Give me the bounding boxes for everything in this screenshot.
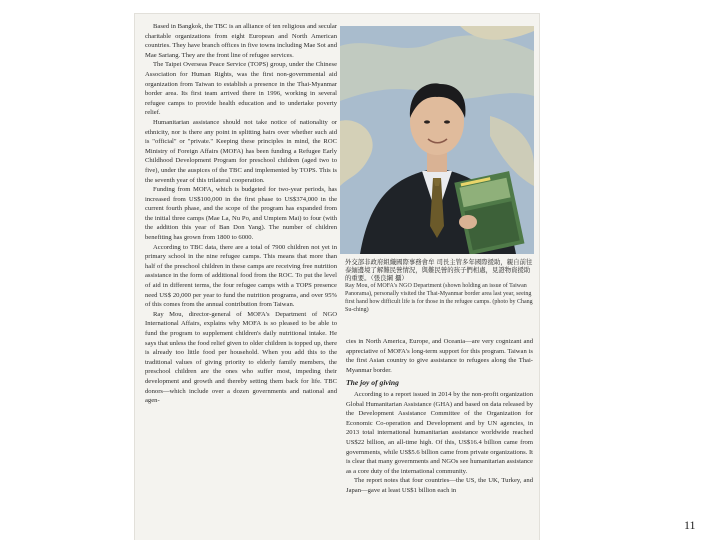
- paragraph: Ray Mou, director-general of MOFA's Department of NGO International Affairs, explains why MOFA is so pleased to be able to fund the program to supplement children's daily nutritional intake. He says that unless the food relief given to older children is topped up, there is already too little food per household. When you add this to the traditional values of giving priority to elderly family members, the preschool children are the ones who suffer most, impeding their development and growth and thereby setting them back for life. TBC donors—which include over a dozen governments and national and agen-: [145, 310, 337, 405]
- article-right-column: [346, 337, 533, 496]
- photo-illustration: [340, 26, 534, 254]
- article-left-column: [145, 22, 337, 406]
- caption-english: Ray Mou, of MOFA's NGO Department (shown holding an issue of Taiwan Panorama), personally visited the Thai-Myanmar border area last year, seeing first hand how difficult life is for those in the refugee camps. (photo by Chang Su-ching): [345, 283, 533, 313]
- paragraph: The Taipei Overseas Peace Service (TOPS) group, under the Chinese Association for Human Rights, was the first non-governmental aid organization from Taiwan to establish a presence in the Thai-Myanmar border area. Its first team arrived there in 1996, working in several refugee camps to provide health education and to undertake poverty relief.: [145, 61, 337, 117]
- paragraph: According to a report issued in 2014 by the non-profit organization Global Humanitarian Assistance (GHA) and based on data released by the Development Assistance Committee of the Organization for Economic Co-operation and Development and by UN agencies, in 2013 total international humanitarian assistance worldwide reached US$22 billion, an all-time high. Of this, US$16.4 billion came from governments, while US$5.6 billion came from private organizations. It is clear that many governments and NGOs see humanitarian assistance as a core duty of the international community.: [346, 390, 533, 475]
- paragraph: Humanitarian assistance should not take notice of nationality or ethnicity, nor is there any point in splitting hairs over whether such aid is "official" or "private." Keeping these principles in mind, the ROC Ministry of Foreign Affairs (MOFA) has been funding a Refugee Early Childhood Development Program for preschool children (aged two to five), under the auspices of the TBC and implemented by TOPS. This is the seventh year of this trilateral cooperation.: [145, 118, 337, 184]
- page-number: 11: [684, 518, 696, 532]
- caption-chinese: 外交部非政府組織國際事務會牟 司長主管多年國際援助，親自前往泰緬邊境了解難民營情況，與難民營的孩子們相處，見證物資援助的重要。（張良綱 攝）: [345, 258, 533, 282]
- portrait-photo: [340, 26, 534, 254]
- scanned-magazine-page: [135, 14, 539, 540]
- paragraph: According to TBC data, there are a total of 7900 children not yet in primary school in the nine refugee camps. This means that more than half of the preschool children in these camps are receiving free nutrition assistance in the form of additional food from the ROC. To put the level of aid in different terms, the four refugee camps with a TOPS presence need US$ 20,000 per year to fund the nutrition programs, and over 95% of this comes from the annual contribution from Taiwan.: [145, 243, 337, 309]
- paragraph: Based in Bangkok, the TBC is an alliance of ten religious and secular charitable organizations from eight European and North American countries. They have branch offices in five towns including Mae Sot and Mae Sariang. They are the front line of refugee services.: [145, 23, 337, 59]
- paragraph: Funding from MOFA, which is budgeted for two-year periods, has increased from US$100,000 in the first phase to US$374,000 in the current fourth phase, and the scope of the program has expanded from the initial three camps (Mae La, Nu Po, and Umpiem Mai) to four (with the addition this year of Ban Don Yang). The number of children benefiting has grown from 1800 to 6000.: [145, 186, 337, 242]
- section-subheading: The joy of giving: [346, 378, 399, 388]
- paragraph: The report notes that four countries—the US, the UK, Turkey, and Japan—gave at least US$1 billion each in: [346, 477, 533, 494]
- photo-caption: [345, 258, 533, 314]
- paragraph: cies in North America, Europe, and Oceania—are very cognizant and appreciative of MOFA's long-term support for this program. Taiwan is the first Asian country to give assistance to refugees along the Thai-Myanmar border.: [346, 338, 533, 374]
